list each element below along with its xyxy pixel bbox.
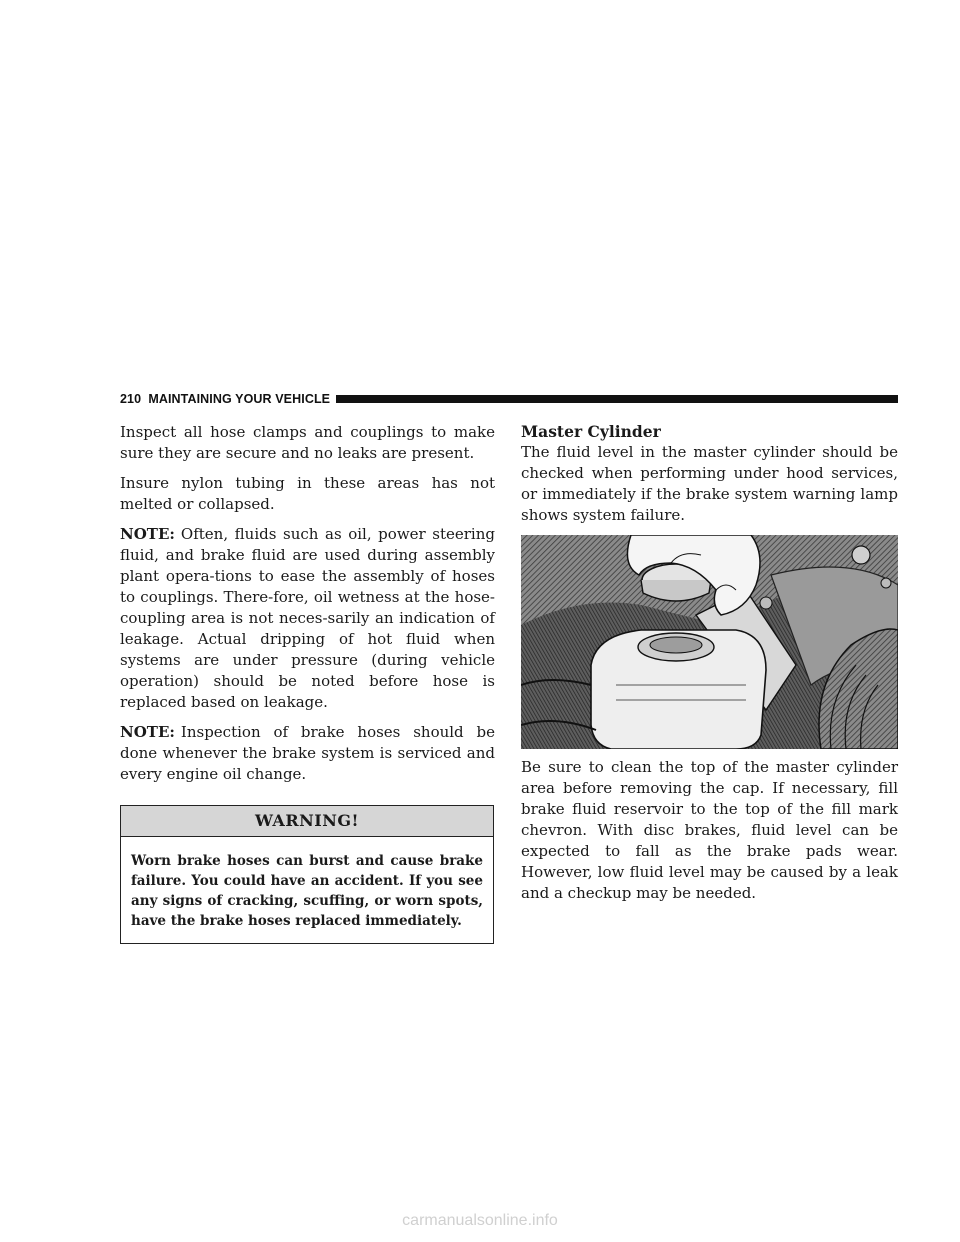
- note-text: Often, fluids such as oil, power steering fluid, and brake fluid are used during assembly plant opera-tions to ease the assembly of hoses to couplings. There-fore, oil wetness at the hose-coupling area is not neces-sarily an indication of leakage. Actual dripping of hot fluid when systems are under pressure (during vehicle operation) should be noted before hose is replaced based on leakage.: [120, 525, 495, 711]
- note-text: Inspection of brake hoses should be done whenever the brake system is serviced and every engine oil change.: [120, 723, 495, 783]
- note-label: NOTE:: [120, 525, 175, 543]
- warning-text: Worn brake hoses can burst and cause brake failure. You could have an accident. If you see any signs of cracking, scuffing, or worn spots, have the brake hoses replaced immediately.: [131, 853, 483, 929]
- page-header-text: [120, 392, 330, 406]
- paragraph-nylon-tubing: Insure nylon tubing in these areas has not melted or collapsed.: [120, 474, 495, 513]
- warning-title: WARNING!: [121, 806, 493, 837]
- note-label: NOTE:: [120, 723, 175, 741]
- paragraph-clean-cap: Be sure to clean the top of the master cylinder area before removing the cap. If necessary, fill brake fluid reservoir to the top of the fill mark chevron. With disc brakes, fluid level can be expected to fall as the brake pads wear. However, low fluid level may be caused by a leak and a checkup may be needed.: [521, 758, 898, 902]
- header-rule: [336, 395, 898, 403]
- note-fluids: [120, 524, 495, 713]
- master-cylinder-illustration: [521, 535, 898, 749]
- right-column: [521, 422, 898, 913]
- section-title: MAINTAINING YOUR VEHICLE: [148, 392, 331, 406]
- page-number: 210: [120, 392, 142, 406]
- left-column: [120, 422, 495, 944]
- page-header: [120, 391, 898, 407]
- master-cylinder-heading: Master Cylinder: [521, 422, 661, 441]
- paragraph-fluid-level: The fluid level in the master cylinder should be checked when performing under hood services, or immediately if the brake system warning lamp shows system failure.: [521, 443, 898, 524]
- warning-box: [120, 805, 494, 944]
- paragraph-hose-clamps: Inspect all hose clamps and couplings to make sure they are secure and no leaks are present.: [120, 423, 495, 462]
- note-inspection: [120, 722, 495, 785]
- watermark: carmanualsonline.info: [402, 1212, 558, 1229]
